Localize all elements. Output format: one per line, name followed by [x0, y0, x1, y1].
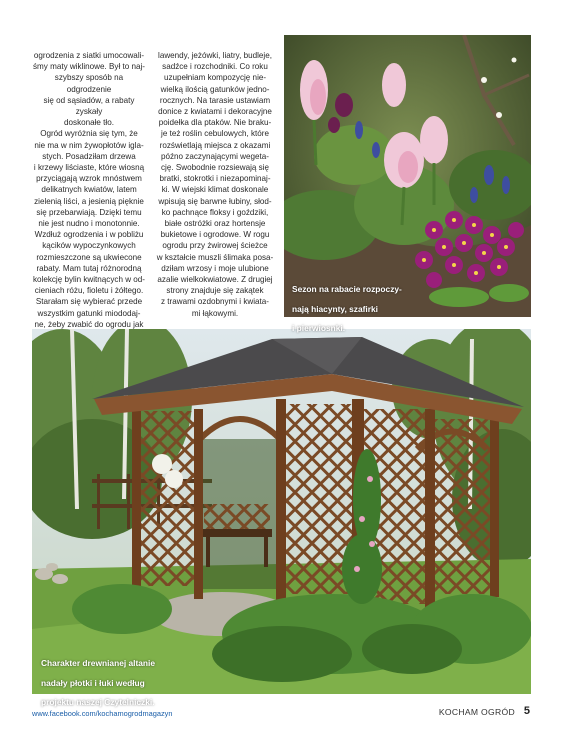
caption-main-line: projektu naszej Czytelniczki.	[41, 697, 155, 708]
column2-line: rocznych. Na tarasie ustawiam	[159, 95, 271, 105]
column2-line: białe ostróżki oraz hortensje	[164, 219, 266, 229]
column1-line: nie jest nudno i monotonnie.	[38, 219, 140, 229]
column1-line: rabaty. Mam tutaj różnorodną	[36, 263, 142, 273]
column2-line: ogrodu przy żwirowej ścieżce	[162, 241, 268, 251]
column1-line: cieniach różu, fioletu i żółtego.	[34, 286, 144, 296]
caption-main-line: nadały płotki i łuki według	[41, 677, 145, 688]
column2-line: sadźce i rozchodniki. Co roku	[162, 62, 268, 72]
caption-top-line: i pierwiosnki.	[292, 323, 346, 334]
column2-line: je też roślin cebulowych, które	[161, 129, 269, 139]
column2-line: ko pachnące floksy i goździki,	[161, 207, 269, 217]
column1-line: śmy maty wiklinowe. Był to naj-	[33, 62, 145, 72]
column2-line: strony znajduje się zakątek	[166, 286, 264, 296]
column1-line: Starałam się wybierać przede	[35, 297, 143, 307]
column2-line: bratki, stokrotki i niezapominaj-	[159, 174, 271, 184]
column1-line: wszystkim gatunki miododaj-	[37, 308, 141, 318]
article-column-2	[155, 50, 275, 319]
column1-line: się od sąsiadów, a rabaty zyskały	[43, 95, 135, 117]
column2-line: późno zaczynającymi wegeta-	[161, 151, 269, 161]
column1-line: nie ma w nim żywopłotów igla-	[34, 140, 144, 150]
column1-line: doskonałe tło.	[64, 118, 114, 128]
column1-line: delikatnych kwiatów, latem	[41, 185, 137, 195]
column2-line: cję. Swobodnie rozsiewają się	[161, 163, 269, 173]
column1-line: i krzewy liściaste, które wiosną	[33, 163, 145, 173]
column1-line: rozmieszczone są ukwiecone	[36, 252, 142, 262]
caption-gazebo	[41, 650, 181, 717]
column2-line: mi łąkowymi.	[191, 308, 239, 318]
column2-line: dziłam wrzosy i moje ulubione	[161, 263, 269, 273]
column1-line: kolekcję bylin kwitnących w od-	[32, 275, 145, 285]
column1-line: przyciągają wzrok mnóstwem	[36, 174, 142, 184]
column1-line: kącików wypoczynkowych	[42, 241, 136, 251]
column2-line: wielką ilością gatunków jedno-	[160, 84, 270, 94]
facebook-link[interactable]: www.facebook.com/kochamogrodmagazyn	[32, 709, 173, 718]
column2-line: z trawami ozdobnymi i kwiata-	[161, 297, 269, 307]
caption-top-line: nają hiacynty, szafirki	[292, 303, 378, 314]
column2-line: azalie wielkokwiatowe. Z drugiej	[157, 275, 273, 285]
column1-line: szybszy sposób na odgrodzenie	[54, 73, 124, 94]
magazine-title: KOCHAM OGRÓD	[438, 707, 515, 717]
column1-line: się przebarwiają. Dzięki temu	[36, 207, 142, 217]
caption-top-line: Sezon na rabacie rozpoczy-	[292, 284, 402, 295]
caption-flower-bed	[292, 276, 432, 343]
column2-line: uzupełniam kompozycję nie-	[163, 73, 267, 83]
column1-line: Wzdłuż ogrodzenia i w pobliżu	[34, 230, 144, 240]
column1-line: Ogród wyróżnia się tym, że	[40, 129, 138, 139]
flower-bed-photo	[284, 35, 531, 317]
column1-line: ogrodzenia z siatki umocowali-	[33, 51, 145, 60]
column1-line: zielenią liści, a jesienią pięknie	[34, 196, 144, 206]
column1-line: stych. Posadziłam drzewa	[42, 151, 136, 161]
column2-line: wpisują się barwne łubiny, słod-	[158, 196, 272, 206]
article-column-1	[32, 50, 146, 341]
column2-line: donice z kwiatami i dekoracyjne	[158, 107, 272, 117]
column2-line: poidełka dla ptaków. Nie braku-	[158, 118, 272, 128]
page-number: 5	[523, 705, 530, 717]
column2-line: ki. W wiejski klimat doskonale	[161, 185, 269, 195]
column2-line: bukietowe i ogrodowe. W rogu	[160, 230, 270, 240]
gazebo-photo	[32, 329, 531, 694]
caption-main-line: Charakter drewnianej altanie	[41, 658, 156, 669]
column2-line: rozświetlają miejsca z okazami	[159, 140, 271, 150]
column1-line: ne, żeby zwabić do ogrodu jak	[34, 319, 144, 329]
column2-line: lawendy, jeżówki, liatry, budleje,	[158, 51, 272, 60]
column2-line: w kształcie muszli ślimaka posa-	[156, 252, 274, 262]
